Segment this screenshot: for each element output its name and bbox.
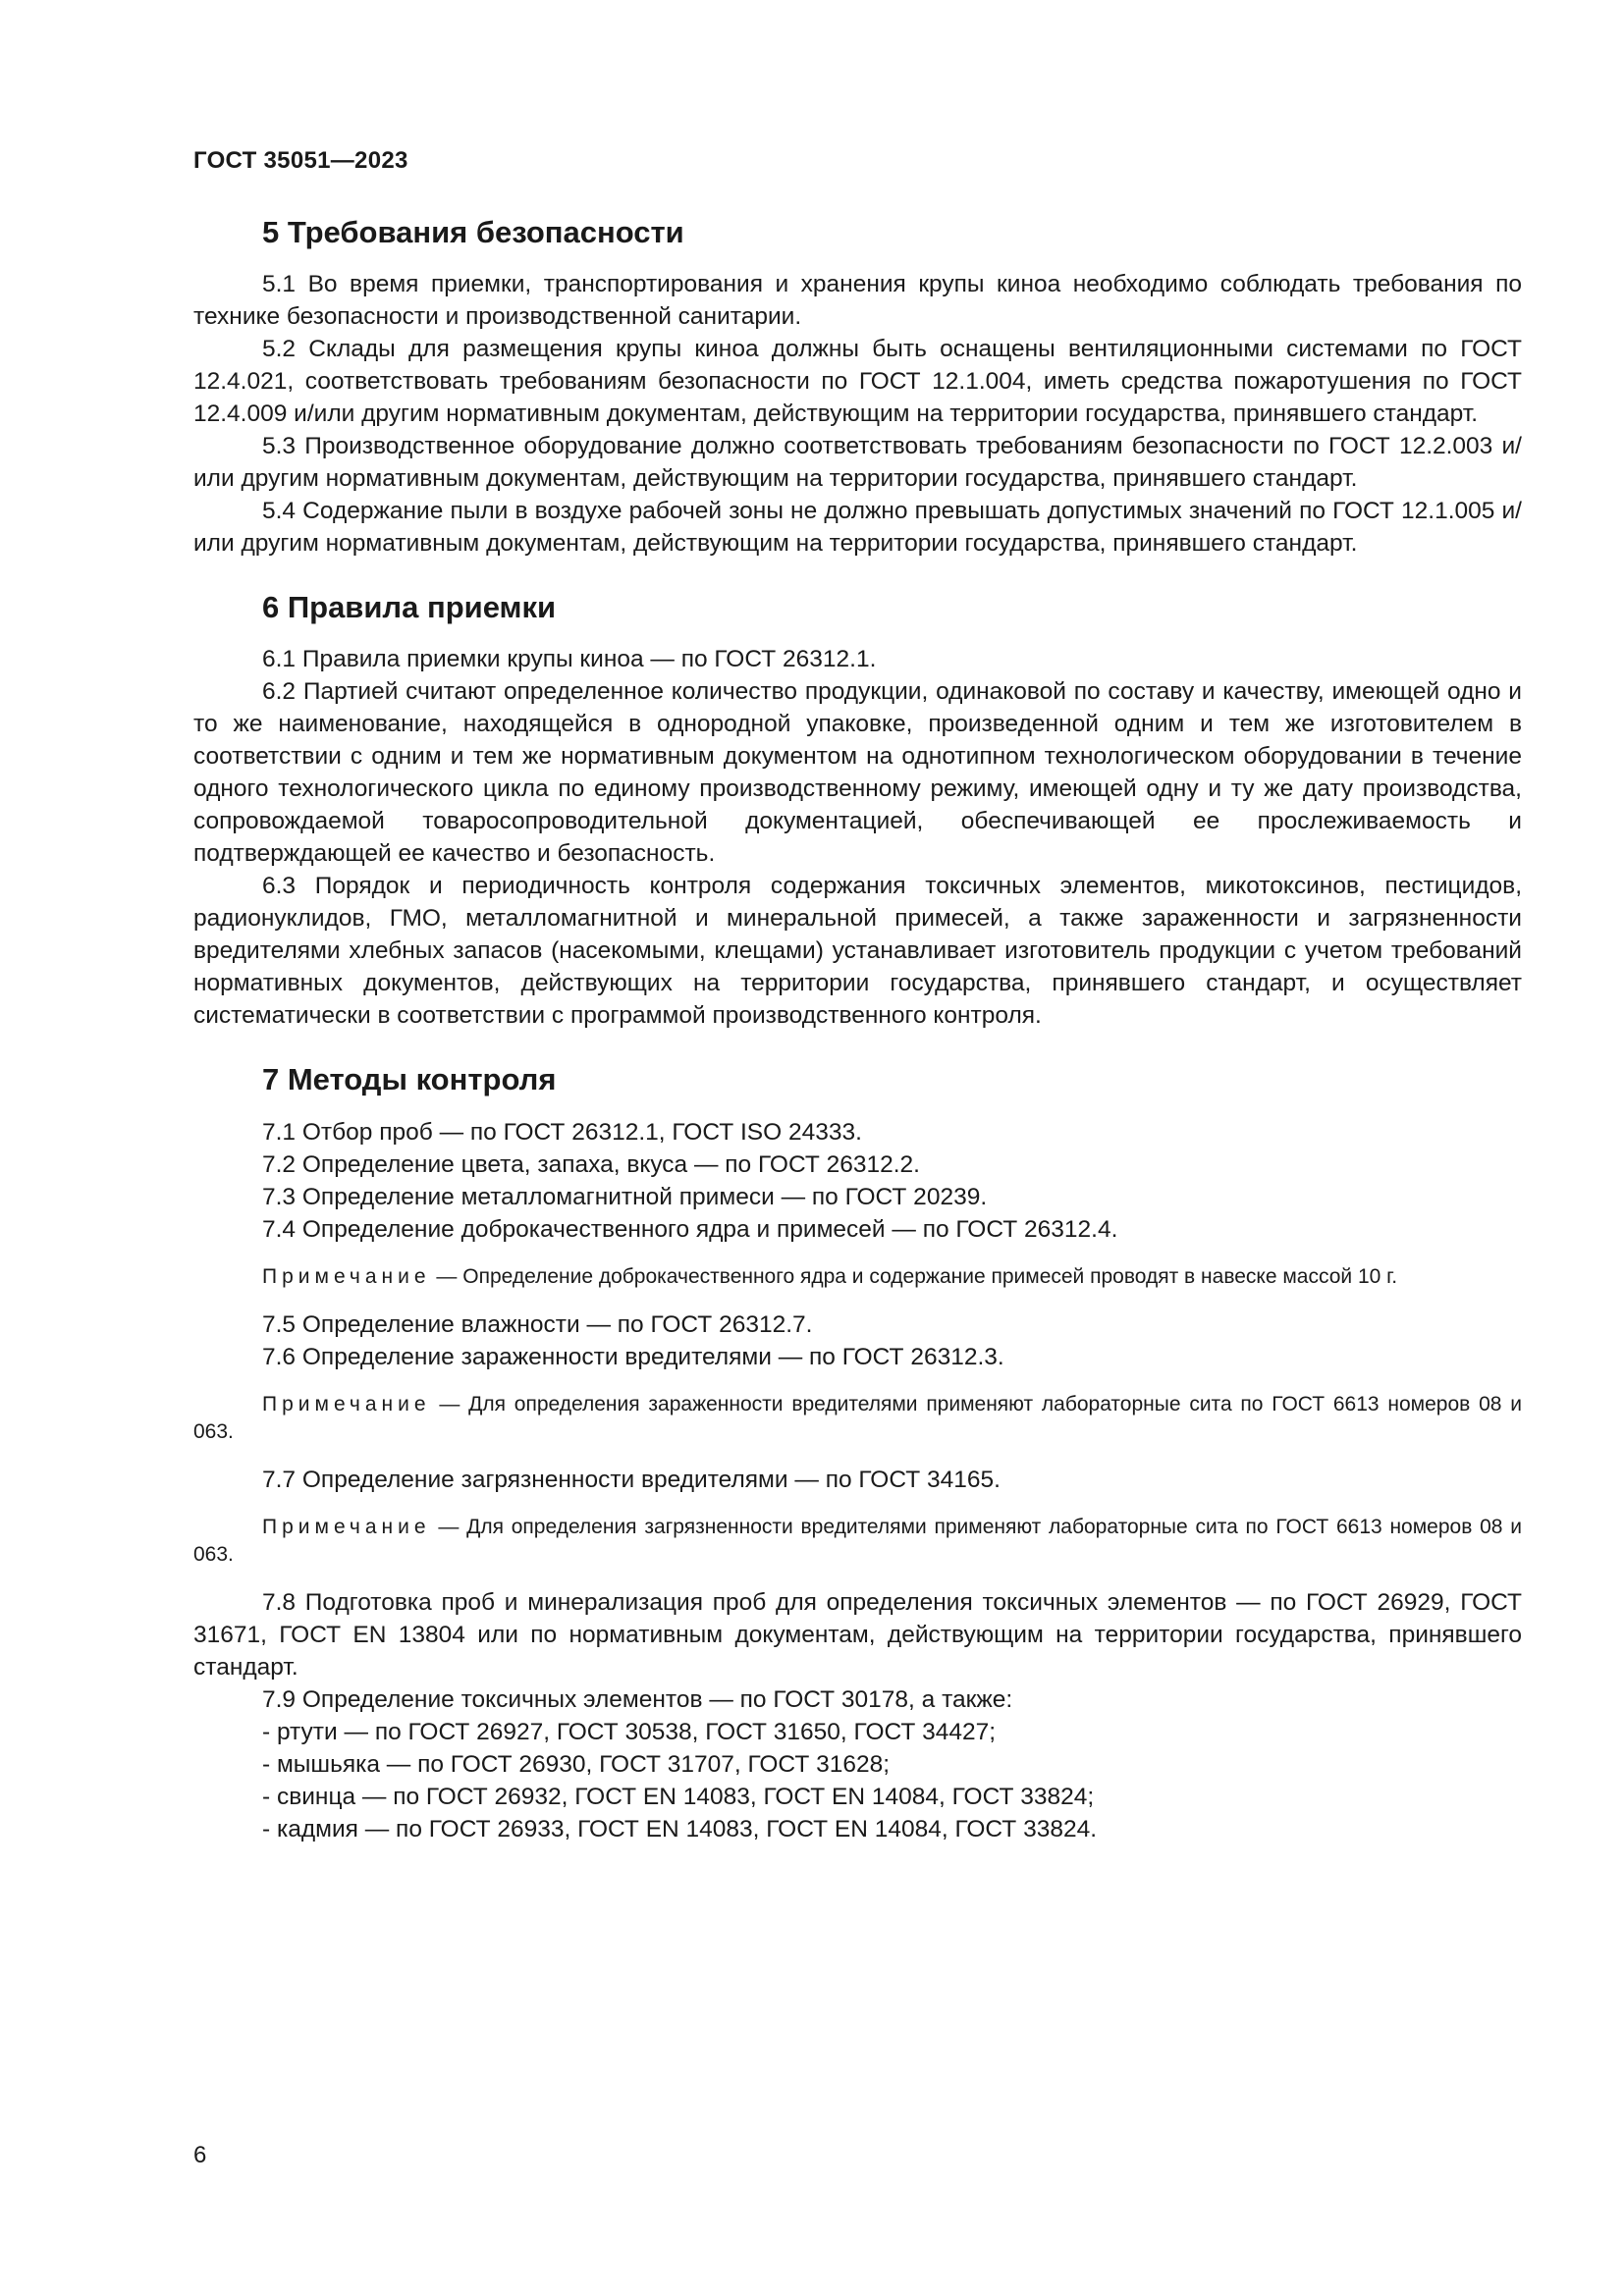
note-text: — Для определения зараженности вредителями применяют лабораторные сита по ГОСТ 6613 номеров 08 и 063. — [193, 1392, 1522, 1443]
note-text: — Определение доброкачественного ядра и содержание примесей проводят в навеске массой 10 г. — [430, 1264, 1398, 1288]
clause-7-9: 7.9 Определение токсичных элементов — по ГОСТ 30178, а также: — [262, 1685, 1013, 1713]
page-content — [193, 214, 1522, 1875]
note-label: Примечание — [262, 1392, 431, 1415]
clause-6-3: 6.3 Порядок и периодичность контроля содержания токсичных элементов, микотоксинов, пестицидов, радионуклидов, ГМО, металломагнитной и минеральной примесей, а также зараженности и загрязненности вредителями хлебных запасов (насекомыми, клещами) устанавливает изготовитель продукции с учетом требований нормативных документов, действующих на территории государства, принявшего стандарт, и осуществляет систематически в соответствии с программой производственного контроля. — [193, 873, 1522, 1030]
clause-7-3: 7.3 Определение металломагнитной примеси — по ГОСТ 20239. — [262, 1183, 988, 1210]
list-item: - кадмия — по ГОСТ 26933, ГОСТ EN 14083, ГОСТ EN 14084, ГОСТ 33824. — [262, 1815, 1097, 1842]
clause-5-4: 5.4 Содержание пыли в воздухе рабочей зоны не должно превышать допустимых значений по ГОСТ 12.1.005 и/или другим нормативным документам, действующим на территории государства, принявшего стандарт. — [193, 498, 1522, 558]
clause-7-1: 7.1 Отбор проб — по ГОСТ 26312.1, ГОСТ ISO 24333. — [262, 1118, 862, 1146]
note-label: Примечание — [262, 1264, 431, 1288]
toxic-elements-list — [193, 1716, 1522, 1845]
clause-7-5: 7.5 Определение влажности — по ГОСТ 26312.7. — [262, 1310, 813, 1338]
document-code: ГОСТ 35051—2023 — [193, 147, 408, 174]
clause-7-2: 7.2 Определение цвета, запаха, вкуса — по ГОСТ 26312.2. — [262, 1150, 920, 1178]
section-5 — [193, 214, 1522, 560]
section-6-title: 6 Правила приемки — [262, 590, 557, 625]
clause-7-4: 7.4 Определение доброкачественного ядра и примесей — по ГОСТ 26312.4. — [262, 1215, 1118, 1243]
page-number: 6 — [193, 2142, 207, 2168]
list-item: - ртути — по ГОСТ 26927, ГОСТ 30538, ГОСТ 31650, ГОСТ 34427; — [262, 1718, 997, 1745]
note-7-4 — [193, 1263, 1522, 1291]
clause-5-1: 5.1 Во время приемки, транспортирования и хранения крупы киноа необходимо соблюдать требования по технике безопасности и производственной санитарии. — [193, 271, 1522, 331]
clause-7-7: 7.7 Определение загрязненности вредителями — по ГОСТ 34165. — [262, 1466, 1001, 1493]
note-text: — Для определения загрязненности вредителями применяют лабораторные сита по ГОСТ 6613 номеров 08 и 063. — [193, 1515, 1522, 1566]
clause-6-2: 6.2 Партией считают определенное количество продукции, одинаковой по составу и качеству, имеющей одно и то же наименование, находящейся в однородной упаковке, произведенной одним и тем же изготовителем в соответствии с одним и тем же нормативным документом на однотипном технологическом оборудовании в течение одного технологического цикла по единому производственному режиму, имеющей одну и ту же дату производства, сопровождаемой товаросопроводительной документацией, обеспечивающей ее прослеживаемость и подтверждающей ее качество и безопасность. — [193, 678, 1522, 868]
section-7-title: 7 Методы контроля — [262, 1062, 557, 1097]
section-6 — [193, 589, 1522, 1032]
section-5-title: 5 Требования безопасности — [262, 215, 684, 249]
section-7 — [193, 1061, 1522, 1844]
clause-5-3: 5.3 Производственное оборудование должно соответствовать требованиям безопасности по ГОСТ 12.2.003 и/или другим нормативным документам, действующим на территории государства, принявшего стандарт. — [193, 433, 1522, 493]
note-7-6 — [193, 1391, 1522, 1446]
clause-7-8: 7.8 Подготовка проб и минерализация проб для определения токсичных элементов — по ГОСТ 26929, ГОСТ 31671, ГОСТ EN 13804 или по нормативным документам, действующим на территории государства, принявшего стандарт. — [193, 1588, 1522, 1681]
list-item: - свинца — по ГОСТ 26932, ГОСТ EN 14083, ГОСТ EN 14084, ГОСТ 33824; — [262, 1783, 1095, 1810]
note-7-7 — [193, 1514, 1522, 1569]
clause-6-1: 6.1 Правила приемки крупы киноа — по ГОСТ 26312.1. — [262, 646, 877, 673]
list-item: - мышьяка — по ГОСТ 26930, ГОСТ 31707, ГОСТ 31628; — [262, 1750, 891, 1778]
clause-7-6: 7.6 Определение зараженности вредителями — по ГОСТ 26312.3. — [262, 1343, 1004, 1370]
clause-5-2: 5.2 Склады для размещения крупы киноа должны быть оснащены вентиляционными системами по ГОСТ 12.4.021, соответствовать требованиям безопасности по ГОСТ 12.1.004, иметь средства пожаротушения по ГОСТ 12.4.009 и/или другим нормативным документам, действующим на территории государства, принявшего стандарт. — [193, 336, 1522, 428]
note-label: Примечание — [262, 1515, 431, 1538]
